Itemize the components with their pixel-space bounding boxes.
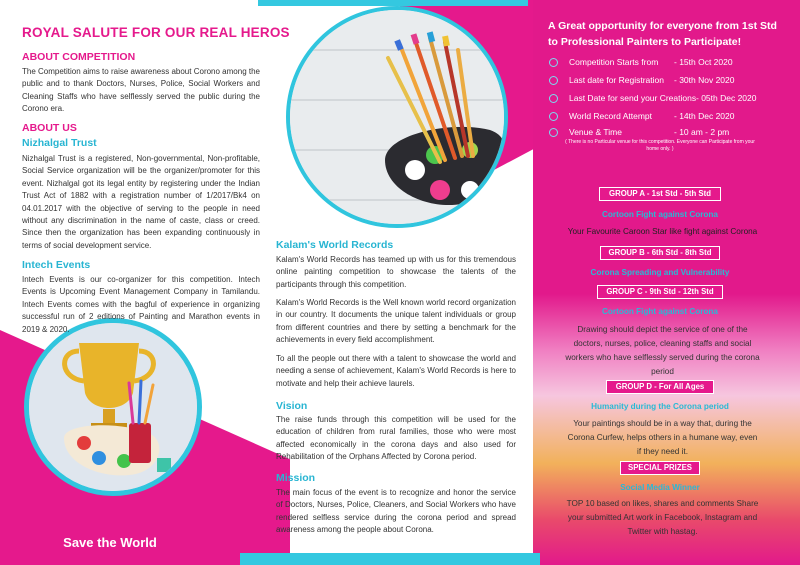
group-c-subtitle: Cortoon Fight against Corona: [602, 307, 718, 316]
about-competition-heading: ABOUT COMPETITION: [22, 51, 136, 63]
group-b-badge: GROUP B - 6th Std - 8th Std: [600, 246, 720, 260]
about-competition-text: The Competition aims to raise awareness about Corono among the public and to thank Doctors, Nurses, Police, Social Workers and Cleaning Staffs who have selflessly served the public during the Corono era.: [22, 67, 260, 114]
group-c-badge: GROUP C - 9th Std - 12th Std: [597, 285, 723, 299]
intech-text: Intech Events is our co-organizer for this competition. Intech Events is Upcoming Event Management Company in Tamilandu. Intech Events comes with the bagful of experience in organizing successful run of 2 editions of Painting and Marathon events in 2019 & 2020.: [22, 275, 260, 334]
schedule-item: Last Date for send your Creations - 05th Dec 2020: [549, 93, 789, 105]
special-prizes-subtitle: Social Media Winner: [620, 483, 700, 492]
about-us-heading: ABOUT US: [22, 122, 77, 134]
group-a-badge: GROUP A - 1st Std - 5th Std: [599, 187, 721, 201]
mission-heading: Mission: [276, 472, 316, 484]
mission-text: The main focus of the event is to recognize and honor the service of Doctors, Nurses, Police, Cleaners, and Social Workers who have rendered selfless service during the corona period and spread awareness among the people about Corona.: [276, 488, 516, 535]
intech-heading: Intech Events: [22, 259, 91, 271]
cyan-strip-bottom: [240, 553, 540, 565]
circle-bullet-icon: [549, 58, 558, 67]
kalam-heading: Kalam's World Records: [276, 239, 394, 251]
circle-bullet-icon: [549, 112, 558, 121]
opportunity-heading: A Great opportunity for everyone from 1st Std to Professional Painters to Participate!: [548, 20, 777, 48]
schedule-item: Venue & Time - 10 am - 2 pm: [549, 127, 789, 139]
schedule-item: World Record Attempt - 14th Dec 2020: [549, 111, 789, 123]
trophy-palette-image: [24, 318, 202, 496]
group-d-badge: GROUP D - For All Ages: [606, 380, 714, 394]
special-prizes-description: TOP 10 based on likes, shares and comments Share your submitted Art work in Facebook, Instagram and Twitter with hastag.: [566, 499, 759, 536]
schedule-item: Competition Starts from - 15th Oct 2020: [549, 57, 789, 69]
group-a-description: Your Favourite Caroon Star like fight against Corona: [567, 227, 758, 236]
schedule-item: Last date for Registration - 30th Nov 2020: [549, 75, 789, 87]
nizhalgal-heading: Nizhalgal Trust: [22, 137, 97, 149]
save-the-world-caption: Save the World: [63, 535, 157, 550]
group-d-description: Your paintings should be in a way that, during the Corona Curfew, helps others in a humane way, even if they need it.: [567, 419, 758, 456]
group-a-subtitle: Cortoon Fight against Corona: [602, 210, 718, 219]
trophy-icon: [29, 323, 197, 491]
group-d-subtitle: Humanity during the Corona period: [591, 402, 729, 411]
main-title: ROYAL SALUTE FOR OUR REAL HEROS: [22, 25, 290, 40]
circle-bullet-icon: [549, 128, 558, 137]
group-c-description: Drawing should depict the service of one of the doctors, nurses, police, cleaning staffs and social workers who have selflessly served during the corona period: [565, 325, 760, 376]
vision-heading: Vision: [276, 400, 308, 412]
schedule-note: ( There is no Particular venue for this competition. Everyone can Participate from your home only. ): [565, 139, 755, 152]
nizhalgal-text: Nizhalgal Trust is a registered, Non-governmental, Non-profitable, Social Service organization will be the organizer/promoter for this event. Nizhalgal got its legal entity by registering under the Indian Trust Act of 1882 with a registration number of 1/2017/Bk4 on 04.01.2017 with the objective of serving to the people in need without any discrimination in the name of caste, class or creed. Since then the organization has been expanding continuously in terms of social development service.: [22, 154, 260, 250]
palette-brushes-icon: [290, 10, 504, 224]
kalam-text-2: Kalam's World Records is the Well known world record organization in our country. It documents the unique talent individuals or group from different countries and there by setting a benchmark for the achievements in every field accomplishment.: [276, 298, 516, 345]
vision-text: The raise funds through this competition will be used for the education of children from rural families, those who were most affected economically in the corona days and also used for Rehabilitation of the Orphans Affected by Corona period.: [276, 415, 516, 462]
palette-brushes-image: [286, 6, 508, 228]
circle-bullet-icon: [549, 94, 558, 103]
group-b-subtitle: Corona Spreading and Vulnerability: [590, 268, 730, 277]
special-prizes-badge: SPECIAL PRIZES: [620, 461, 700, 475]
kalam-text-1: Kalam's World Records has teamed up with us for this tremendous online painting competition to showcase the talents of the participants through this competition.: [276, 255, 516, 289]
circle-bullet-icon: [549, 76, 558, 85]
kalam-text-3: To all the people out there with a talent to showcase the world and needing a sense of achievement, Kalam's World Records is here to motivate and help their achieve laurels.: [276, 354, 516, 388]
